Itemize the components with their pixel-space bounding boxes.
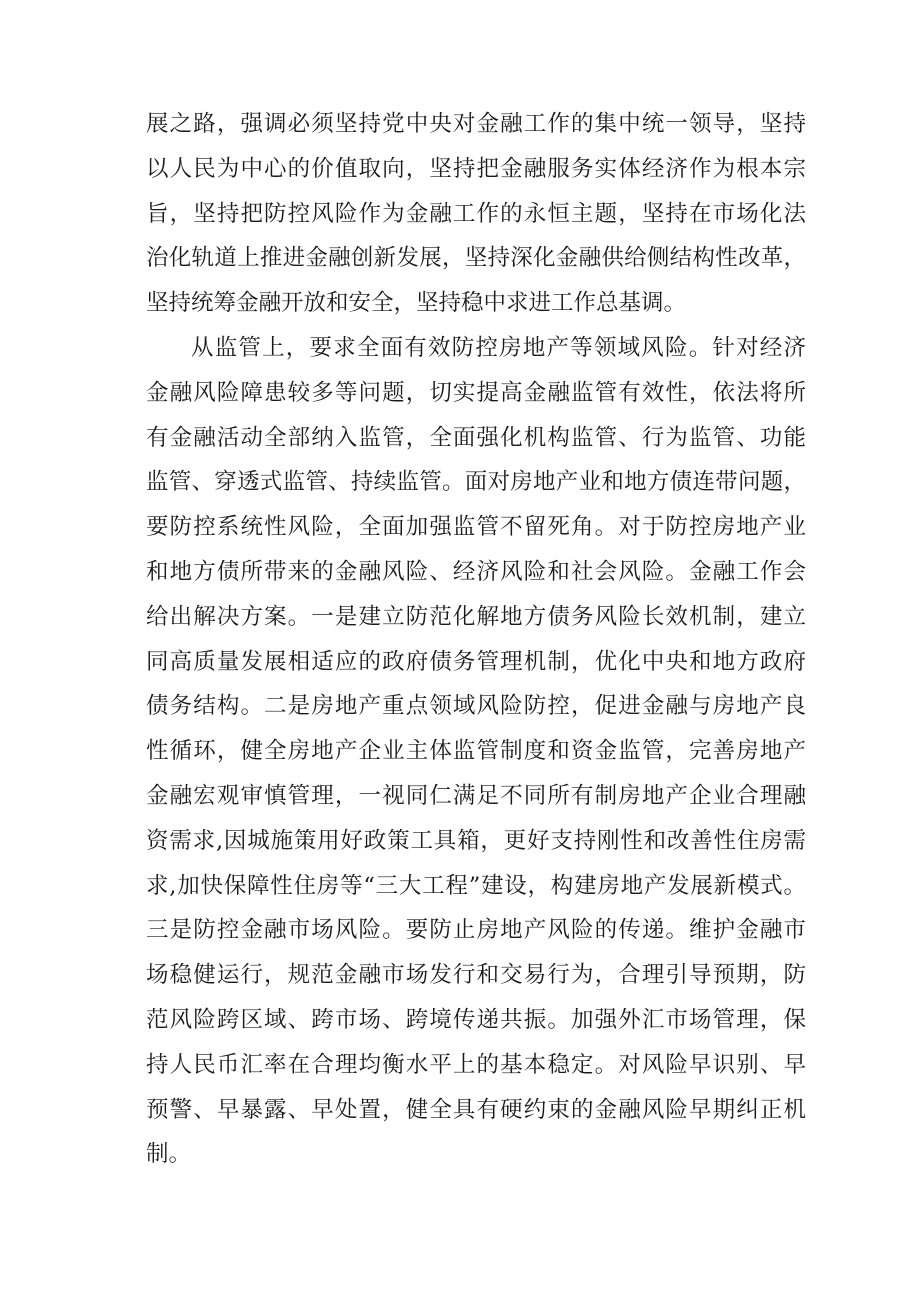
- text-line: 场稳健运行，规范金融市场发行和交易行为，合理引导预期，防: [146, 962, 806, 989]
- text-line: 持人民币汇率在合理均衡水平上的基本稳定。对风险早识别、早: [146, 1051, 806, 1078]
- text-line: 同高质量发展相适应的政府债务管理机制，优化中央和地方政府: [146, 648, 806, 675]
- text-line: 要防控系统性风险，全面加强监管不留死角。对于防控房地产业: [146, 514, 806, 541]
- text-line: 给出解决方案。一是建立防范化解地方债务风险长效机制，建立: [146, 603, 806, 630]
- text-line: 求,加快保障性住房等“三大工程”建设，构建房地产发展新模式。: [146, 872, 806, 899]
- text-line: 范风险跨区域、跨市场、跨境传递共振。加强外汇市场管理，保: [146, 1006, 806, 1033]
- paragraph-1: [146, 102, 806, 326]
- text-line: 性循环，健全房地产企业主体监管制度和资金监管，完善房地产: [146, 738, 806, 765]
- text-line: 坚持统筹金融开放和安全，坚持稳中求进工作总基调。: [146, 290, 687, 317]
- text-line: 和地方债所带来的金融风险、经济风险和社会风险。金融工作会: [146, 558, 806, 585]
- text-line: 三是防控金融市场风险。要防止房地产风险的传递。维护金融市: [146, 917, 806, 944]
- text-line: 预警、早暴露、早处置，健全具有硬约束的金融风险早期纠正机: [146, 1096, 806, 1123]
- text-line: 金融风险障患较多等问题，切实提高金融监管有效性，依法将所: [146, 379, 806, 406]
- text-line: 制。: [146, 1141, 192, 1168]
- text-line: 资需求,因城施策用好政策工具箱，更好支持刚性和改善性住房需: [146, 827, 806, 854]
- body-text: [146, 102, 806, 1177]
- text-line: 旨，坚持把防控风险作为金融工作的永恒主题，坚持在市场化法: [146, 200, 806, 227]
- text-line: 有金融活动全部纳入监管，全面强化机构监管、行为监管、功能: [146, 424, 806, 451]
- text-line: 以人民为中心的价值取向，坚持把金融服务实体经济作为根本宗: [146, 155, 806, 182]
- text-line: 从监管上，要求全面有效防控房地产等领域风险。针对经济: [191, 334, 806, 361]
- text-line: 监管、穿透式监管、持续监管。面对房地产业和地方债连带问题，: [146, 469, 806, 496]
- text-line: 金融宏观审慎管理，一视同仁满足不同所有制房地产企业合理融: [146, 782, 806, 809]
- paragraph-2: [146, 326, 806, 1177]
- text-line: 债务结构。二是房地产重点领域风险防控，促进金融与房地产良: [146, 693, 806, 720]
- text-line: 治化轨道上推进金融创新发展，坚持深化金融供给侧结构性改革，: [146, 245, 806, 272]
- text-line: 展之路，强调必须坚持党中央对金融工作的集中统一领导，坚持: [146, 111, 806, 137]
